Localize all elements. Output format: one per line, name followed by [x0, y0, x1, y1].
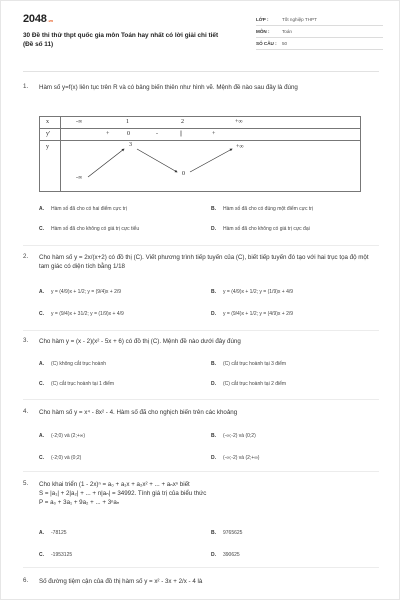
header-divider [23, 71, 379, 72]
option-a[interactable] [39, 289, 121, 295]
option-text: y = (9/4)x + 1/2; y = (4/9)x + 2/9 [223, 311, 294, 317]
question-text-line: S = |a₁| + 2|a₂| + ... + n|aₙ| = 34992. Tính giá trị của biểu thức [39, 490, 207, 497]
question-number: 2. [23, 253, 29, 260]
question-text: Cho hàm số y = 2x/(x+2) có đồ thị (C). Viết phương trình tiếp tuyến của (C), biết tiếp tuyến đó tạo với hai trục tọa độ một tam giác có diện tích bằng 1/18 [39, 254, 369, 270]
option-c[interactable] [39, 226, 139, 232]
option-text: 390625 [223, 552, 240, 558]
page-header [23, 11, 383, 59]
question-text: Cho hàm số y = x⁴ - 8x² - 4. Hàm số đã cho nghịch biến trên các khoảng [39, 409, 238, 416]
option-c[interactable] [39, 552, 72, 558]
table-y-value: +∞ [236, 144, 244, 150]
option-text: (-∞;-2) và (2;+∞) [223, 455, 260, 461]
options-q1 [39, 206, 379, 236]
option-d[interactable] [211, 381, 286, 387]
table-yp-sign: - [156, 131, 158, 137]
meta-value: 50 [282, 41, 288, 46]
option-letter: A. [39, 361, 44, 367]
question-5 [23, 480, 379, 510]
option-letter: B. [211, 433, 216, 439]
table-label-yp: y' [46, 131, 51, 137]
option-letter: C. [39, 226, 44, 232]
table-yp-sign: + [212, 131, 216, 137]
option-text: (C) cắt trục hoành tại 3 điểm [223, 361, 287, 367]
option-letter: B. [211, 530, 216, 536]
option-letter: D. [211, 455, 216, 461]
option-letter: B. [211, 206, 216, 212]
meta-key: LỚP : [256, 17, 269, 22]
options-q3 [39, 361, 379, 387]
arrow-up [190, 149, 232, 172]
brand-logo[interactable] [23, 13, 53, 25]
meta-row-class [256, 14, 383, 26]
option-letter: A. [39, 433, 44, 439]
option-a[interactable] [39, 530, 67, 536]
arrow-up [88, 149, 124, 177]
option-letter: D. [211, 552, 216, 558]
option-text: 9765625 [223, 530, 243, 536]
option-a[interactable] [39, 206, 127, 212]
option-text: y = (4/9)x + 1/2; y = (1/9)x + 4/9 [223, 289, 294, 295]
meta-key: MÔN : [256, 29, 270, 34]
brand-name: 2048 [23, 13, 47, 25]
option-a[interactable] [39, 433, 85, 439]
question-divider [23, 245, 379, 246]
option-letter: C. [39, 455, 44, 461]
table-x-value: +∞ [235, 119, 243, 125]
table-y-value: 0 [182, 171, 185, 177]
document-title: 30 Đề thi thử thpt quốc gia môn Toán hay nhất có lời giải chi tiết (Đề số 11) [23, 32, 219, 48]
meta-value: Tốt nghiệp THPT [282, 17, 317, 22]
question-text: Hàm số y=f(x) liên tục trên R và có bảng biến thiên như hình vẽ. Mệnh đề nào sau đây là đúng [39, 84, 298, 91]
variation-arrows [40, 117, 362, 193]
option-text: y = (4/9)x + 1/2; y = (9/4)x + 2/9 [51, 289, 122, 295]
option-text: (-2;0) và (2;+∞) [51, 433, 85, 439]
option-d[interactable] [211, 455, 259, 461]
meta-info [256, 14, 383, 50]
question-divider [23, 399, 379, 400]
arrow-down [137, 149, 177, 172]
option-text: Hàm số đã cho không có giá trị cực tiểu [51, 226, 140, 232]
table-x-value: 1 [126, 119, 129, 125]
question-2 [23, 253, 379, 273]
question-divider [23, 471, 379, 472]
question-number: 3. [23, 337, 29, 344]
option-text: (-2;0) và (0;2) [51, 455, 82, 461]
question-text: Cho hàm y = (x - 2)(x² - 5x + 6) có đồ thị (C). Mệnh đề nào dưới đây đúng [39, 338, 241, 345]
question-number: 5. [23, 480, 29, 487]
option-letter: D. [211, 226, 216, 232]
meta-row-count [256, 38, 383, 50]
option-letter: D. [211, 381, 216, 387]
option-letter: A. [39, 289, 44, 295]
option-c[interactable] [39, 311, 124, 317]
option-letter: B. [211, 361, 216, 367]
question-text [39, 480, 379, 507]
option-d[interactable] [211, 552, 240, 558]
option-text: (C) cắt trục hoành tại 2 điểm [223, 381, 287, 387]
table-x-value: 2 [181, 119, 184, 125]
option-letter: C. [39, 381, 44, 387]
option-letter: C. [39, 311, 44, 317]
table-x-value: -∞ [76, 119, 83, 125]
option-b[interactable] [211, 289, 293, 295]
option-c[interactable] [39, 381, 114, 387]
option-text: (C) cắt trục hoành tại 1 điểm [51, 381, 115, 387]
options-q2 [39, 289, 379, 319]
option-c[interactable] [39, 455, 81, 461]
table-label-x: x [46, 119, 49, 125]
option-b[interactable] [211, 530, 242, 536]
meta-row-subject [256, 26, 383, 38]
table-y-value: -∞ [76, 175, 83, 181]
option-letter: C. [39, 552, 44, 558]
question-number: 4. [23, 408, 29, 415]
option-text: y = (9/4)x + 31/2; y = (1/9)x + 4/9 [51, 311, 124, 317]
options-q4 [39, 433, 379, 459]
meta-key: SỐ CÂU : [256, 41, 277, 46]
brand-suffix: .vn [47, 18, 53, 23]
option-text: (C) không cắt trục hoành [51, 361, 107, 367]
option-a[interactable] [39, 361, 106, 367]
option-letter: A. [39, 530, 44, 536]
table-yp-sign: || [180, 131, 183, 137]
options-q5 [39, 530, 379, 556]
table-label-y: y [46, 144, 49, 150]
option-d[interactable] [211, 311, 293, 317]
option-text: Hàm số đã cho có hai điểm cực trị [51, 206, 127, 212]
option-d[interactable] [211, 226, 310, 232]
question-6 [23, 577, 379, 587]
option-letter: D. [211, 311, 216, 317]
question-text: Số đường tiệm cận của đồ thị hàm số y = x² - 3x + 2/x - 4 là [39, 578, 203, 585]
question-divider [23, 330, 379, 331]
option-text: -78125 [51, 530, 67, 536]
question-number: 1. [23, 83, 29, 90]
option-text: Hàm số đã cho có đúng một điểm cực trị [223, 206, 314, 212]
table-y-value: 3 [129, 142, 132, 148]
meta-value: Toán [282, 29, 292, 34]
option-letter: A. [39, 206, 44, 212]
question-3 [23, 337, 379, 347]
option-b[interactable] [211, 206, 313, 212]
table-yp-sign: + [106, 131, 110, 137]
option-text: Hàm số đã cho không có giá trị cực đại [223, 226, 310, 232]
table-yp-sign: 0 [127, 131, 130, 137]
option-b[interactable] [211, 361, 286, 367]
question-4 [23, 408, 379, 418]
option-text: -1953125 [51, 552, 73, 558]
question-text-line: Cho khai triển (1 - 2x)ⁿ = a₀ + a₁x + a₂x² + ... + aₙxⁿ biết [39, 481, 190, 488]
question-number: 6. [23, 577, 29, 584]
option-text: (-∞;-2) và (0;2) [223, 433, 256, 439]
variation-table [39, 116, 361, 192]
question-divider [23, 567, 379, 568]
option-b[interactable] [211, 433, 256, 439]
question-text-line: P = a₀ + 3a₁ + 9a₂ + ... + 3ⁿaₙ [39, 499, 120, 506]
option-letter: B. [211, 289, 216, 295]
